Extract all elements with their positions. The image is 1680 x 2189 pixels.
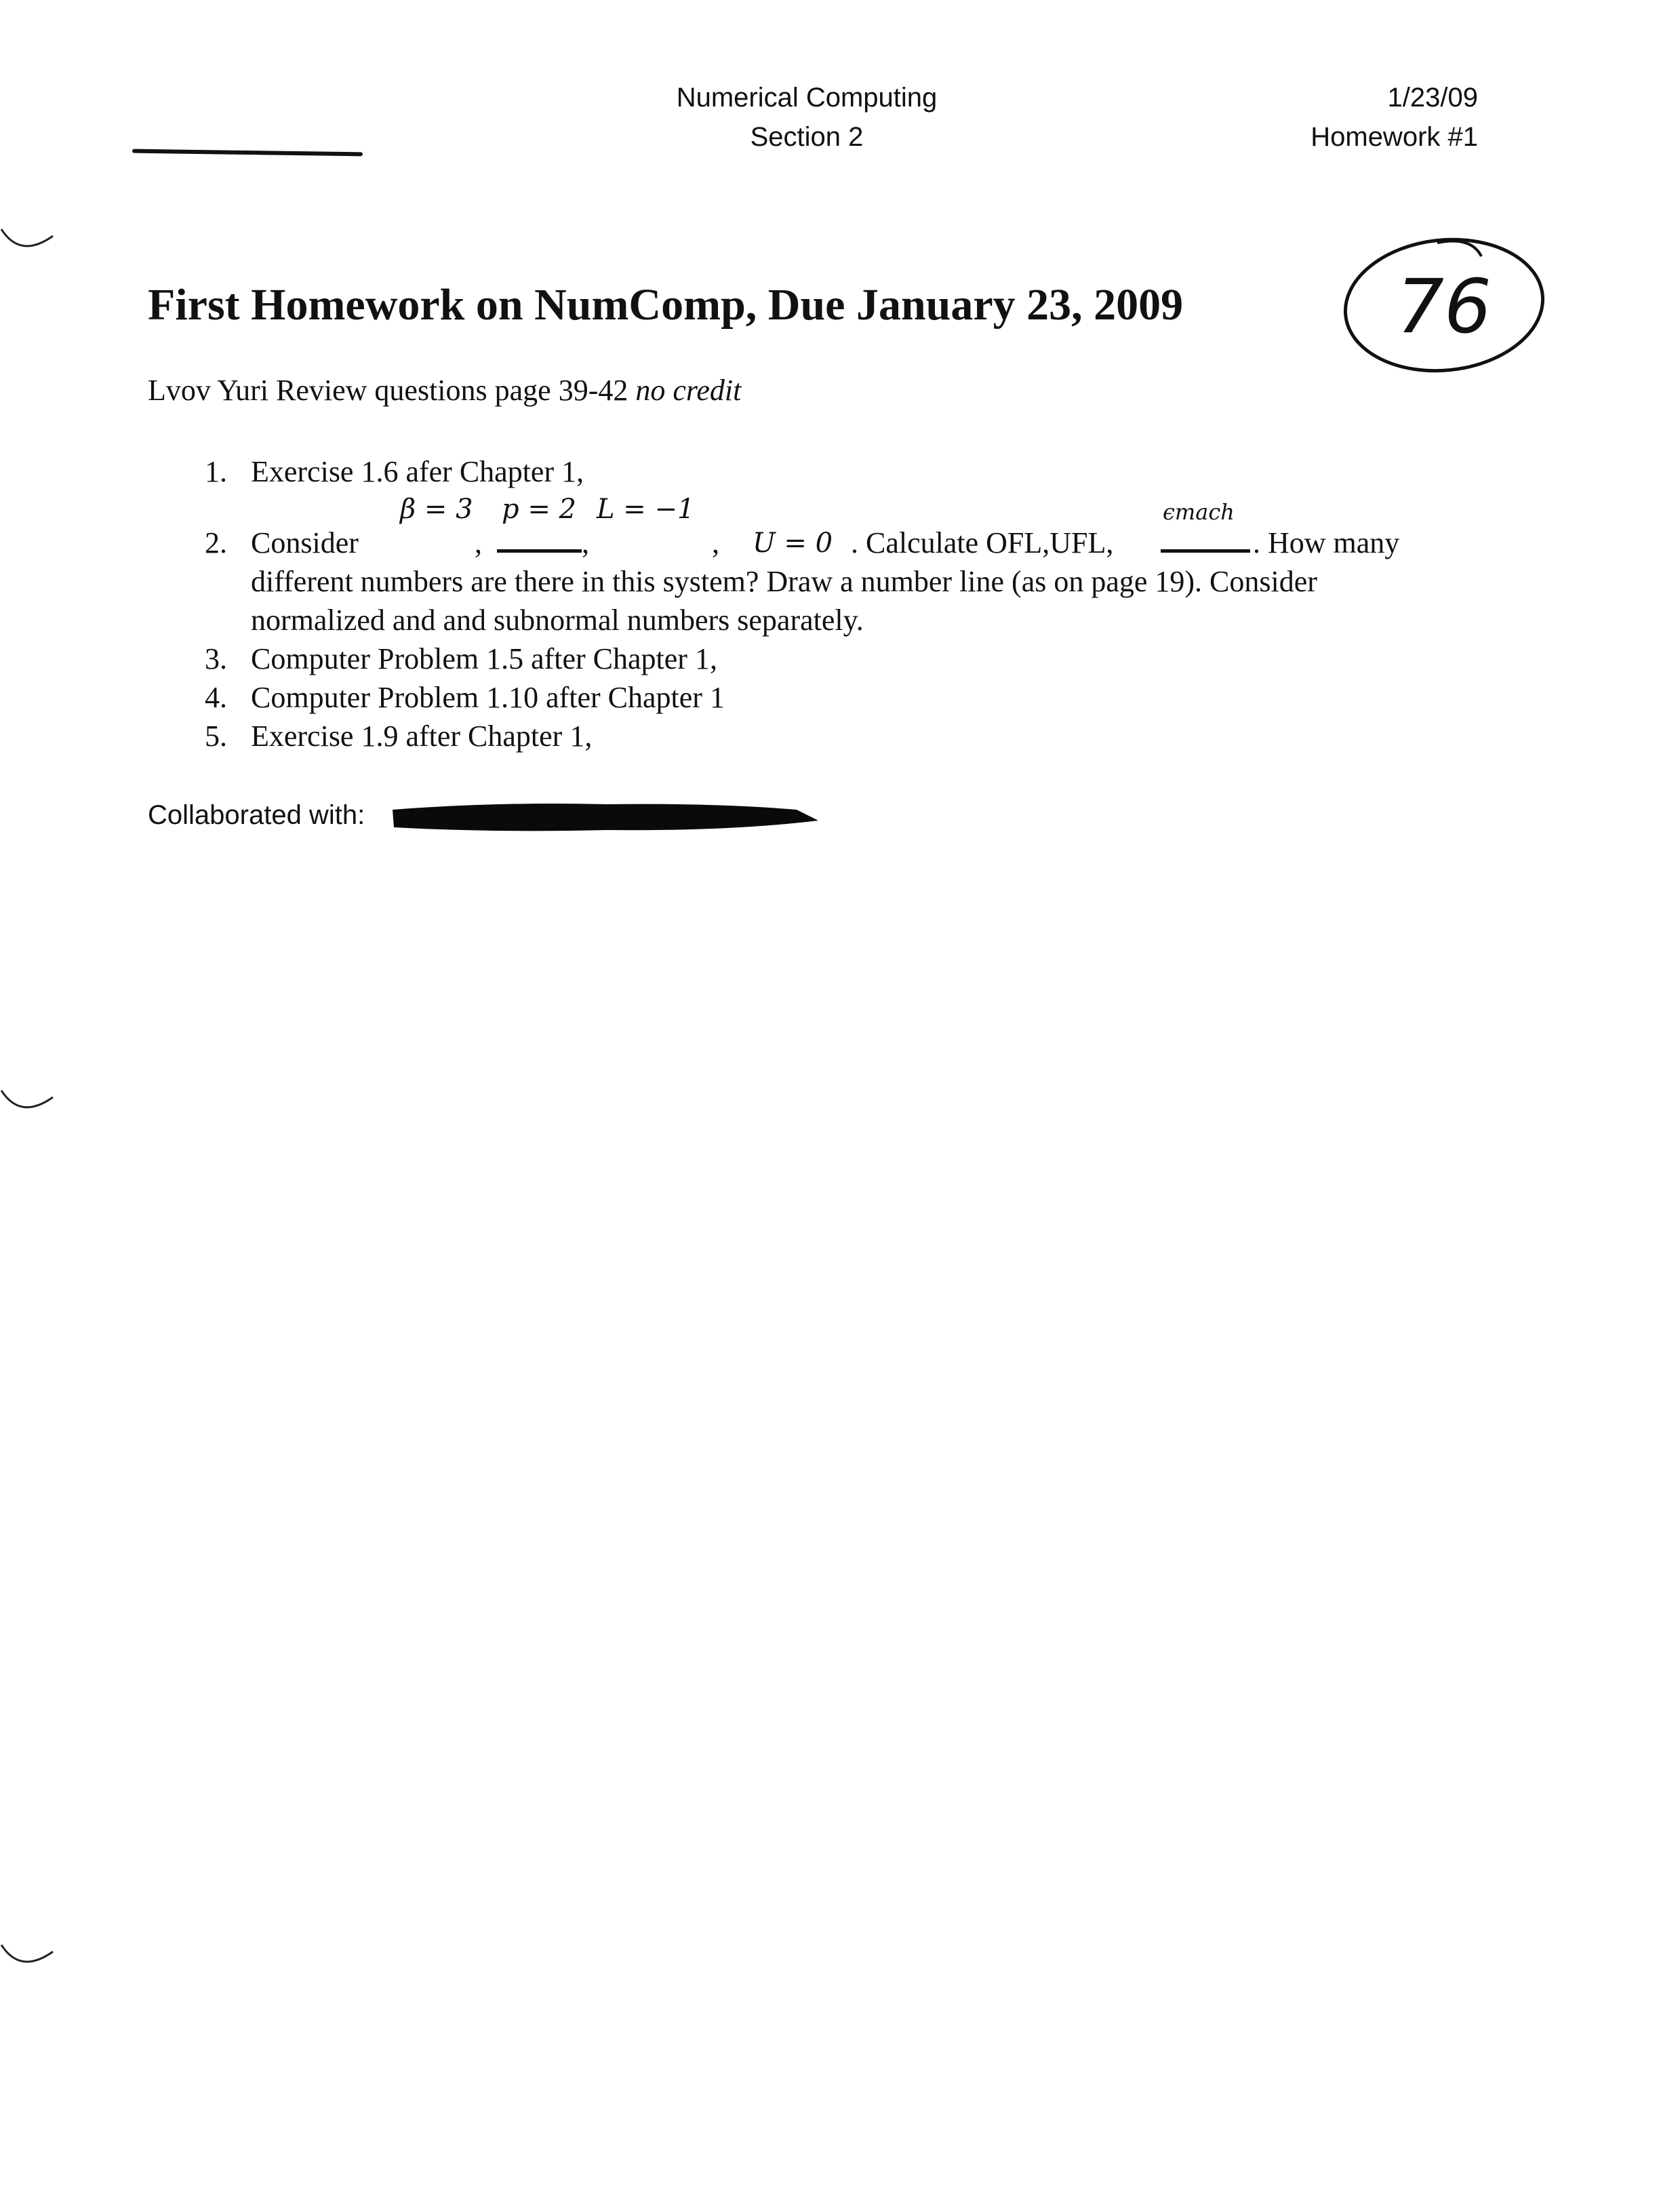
collaborated-label: Collaborated with: — [148, 800, 365, 830]
item-text: Computer Problem 1.10 after Chapter 1 — [251, 681, 725, 714]
section-label: Section 2 — [750, 122, 864, 152]
blank-line — [497, 549, 582, 553]
comma-mark: , — [582, 526, 589, 559]
math-p: p = 2 — [502, 494, 576, 525]
binder-hole-mark-bottom — [0, 1939, 61, 1980]
item-how-many: . How many — [1253, 526, 1400, 559]
redacted-name-line — [132, 149, 363, 157]
item-text-line3: normalized and and subnormal numbers separately. — [251, 604, 864, 637]
item-calc-text: . Calculate OFL,UFL, — [851, 526, 1114, 559]
binder-hole-mark-middle — [0, 1085, 61, 1126]
header-date-block — [1193, 78, 1478, 157]
intro-line — [148, 373, 741, 408]
item-number: 1. — [205, 455, 227, 488]
comma-mark: , — [712, 526, 719, 559]
page-title: First Homework on NumComp, Due January 23, 2009 — [148, 280, 1184, 330]
header-course-block — [597, 78, 1017, 157]
grade-circle — [1336, 224, 1553, 380]
item-number: 4. — [205, 681, 227, 714]
item-text: Exercise 1.9 after Chapter 1, — [251, 719, 593, 753]
math-U: U = 0 — [753, 528, 833, 559]
course-name: Numerical Computing — [676, 83, 938, 113]
grade-value: 76 — [1397, 263, 1492, 350]
item-text-line2: different numbers are there in this system? Draw a number line (as on page 19). Consider — [251, 565, 1317, 598]
item-number: 5. — [205, 719, 227, 753]
comma-mark: , — [475, 526, 482, 559]
item-text: Exercise 1.6 afer Chapter 1, — [251, 455, 584, 488]
intro-emphasis: no credit — [635, 374, 742, 407]
item-text: Computer Problem 1.5 after Chapter 1, — [251, 642, 717, 675]
item-number: 2. — [205, 526, 227, 559]
binder-hole-mark-top — [0, 224, 61, 264]
blank-line — [1161, 549, 1250, 553]
item-consider: Consider — [251, 526, 359, 559]
redaction-bar — [390, 800, 824, 833]
item-number: 3. — [205, 642, 227, 675]
assignment-label: Homework #1 — [1311, 122, 1478, 152]
intro-text: Lvov Yuri Review questions page 39-42 — [148, 374, 636, 407]
date-label: 1/23/09 — [1387, 83, 1478, 113]
math-L: L = −1 — [597, 494, 695, 525]
math-beta: β = 3 — [400, 494, 473, 525]
math-eps-mach: ϵmach — [1163, 499, 1235, 525]
